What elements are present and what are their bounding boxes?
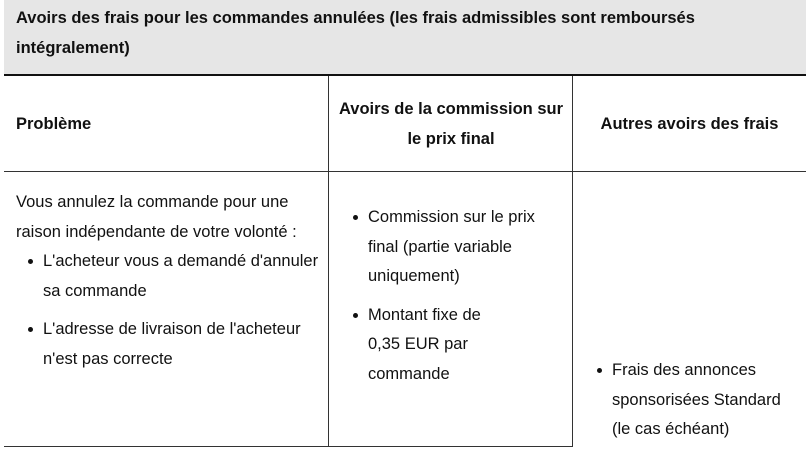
column-header-other-credits xyxy=(573,76,806,171)
list-item: Montant fixe de 0,35 EUR par commande xyxy=(351,301,503,390)
list-item: Commission sur le prix final (partie variable uniquement) xyxy=(351,203,561,292)
column-header-final-fee-credits-label: Avoirs de la commission sur le prix final xyxy=(338,99,564,148)
problem-cell xyxy=(16,188,324,374)
problem-intro: Vous annulez la commande pour une raison indépendante de votre volonté : xyxy=(16,193,297,241)
other-credits-cell xyxy=(595,356,805,445)
fee-credits-table xyxy=(4,0,806,450)
column-header-final-fee-credits xyxy=(329,76,573,171)
list-item: L'adresse de livraison de l'acheteur n'est pas correcte xyxy=(26,315,324,374)
list-item: Frais des annonces sponsorisées Standard (le cas échéant) xyxy=(595,356,802,445)
problem-list xyxy=(26,247,324,374)
table-title: Avoirs des frais pour les commandes annulées (les frais admissibles sont remboursés intégralement) xyxy=(16,9,695,57)
column-header-other-credits-label: Autres avoirs des frais xyxy=(600,114,779,133)
final-fee-credits-cell xyxy=(351,203,561,389)
list-item: L'acheteur vous a demandé d'annuler sa commande xyxy=(26,247,324,306)
other-credits-list xyxy=(595,356,805,445)
column-header-problem xyxy=(16,76,326,171)
header-divider xyxy=(4,171,806,172)
table-title-bar xyxy=(4,0,806,76)
column-divider-2 xyxy=(572,76,573,447)
column-divider-1 xyxy=(328,76,329,447)
final-fee-credits-list xyxy=(351,203,561,389)
table-bottom-border xyxy=(4,446,572,447)
column-header-problem-label: Problème xyxy=(16,114,92,133)
